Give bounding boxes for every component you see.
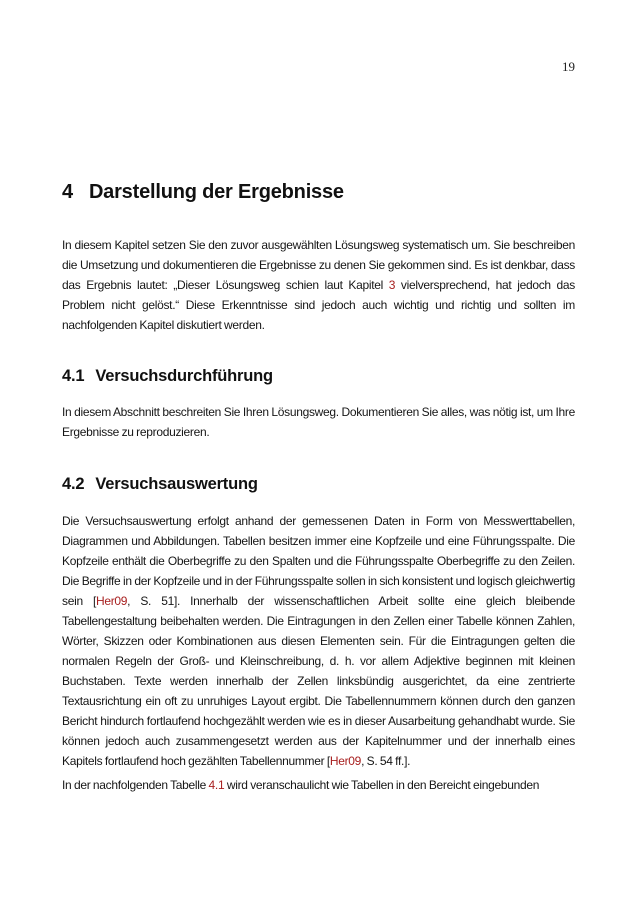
section-heading-4-1 [62, 367, 575, 386]
section-4-2-number: 4.2 [62, 475, 85, 493]
section-4-2-title: Versuchsauswertung [95, 475, 258, 493]
kapitel-3-ref-link[interactable]: 3 [388, 278, 396, 292]
citation-her09-link-2[interactable]: Her09 [329, 754, 362, 768]
tabelle-4-1-ref-link[interactable]: 4.1 [208, 778, 225, 792]
section-heading-4-2 [62, 475, 575, 494]
page-number: 19 [562, 59, 575, 74]
text-segment: , S. 54 ff.]. [361, 754, 411, 768]
paragraph-intro [62, 235, 575, 335]
paragraph-4-1 [62, 402, 575, 442]
chapter-title: Darstellung der Ergebnisse [88, 181, 344, 203]
text-segment: In diesem Kapitel setzen Sie den zuvor ausgewählten Lösungsweg systematisch um. Sie beschreiben die Umsetzung und dokumentieren die Ergebnisse zu denen Sie gekommen sind. Es ist denkbar, dass das Ergebnis lautet: „Dieser Lösungsweg schien laut Kapitel [62, 238, 575, 292]
citation-her09-link-1[interactable]: Her09 [95, 594, 128, 608]
text-segment: Die Versuchsauswertung erfolgt anhand der gemessenen Daten in Form von Messwerttabellen, Diagrammen und Abbildungen. Tabellen besitzen immer eine Kopfzeile und eine Führungsspalte. Die Kopfzeile enthält die Oberbegriffe zu den Spalten und die Führungsspalte Oberbegriffe zu den Zeilen. Die Begriffe in der Kopfzeile und in der Führungsspalte sollen in sich konsistent und logisch gleichwertig sein [ [62, 514, 575, 608]
text-segment: In der nachfolgenden Tabelle [62, 778, 209, 792]
chapter-heading [62, 0, 575, 204]
paragraph-tables-intro [62, 775, 575, 795]
section-4-1-number: 4.1 [62, 367, 85, 385]
paragraph-4-2 [62, 511, 575, 771]
text-segment: wird veranschaulicht wie Tabellen in den Bereicht eingebunden [224, 778, 540, 792]
section-4-1-title: Versuchsdurchführung [95, 367, 273, 385]
text-segment: vielversprechend, hat jedoch das Problem nicht gelöst.“ Diese Erkenntnisse sind jedoch auch wichtig und richtig und sollten im nachfolgenden Kapitel diskutiert werden. [62, 278, 575, 332]
chapter-number: 4 [62, 181, 73, 203]
text-segment: , S. 51]. Innerhalb der wissenschaftlichen Arbeit sollte eine gleich bleibende Tabellengestaltung beibehalten werden. Die Eintragungen in den Zellen einer Tabelle können Zahlen, Wörter, Skizzen oder Kombinationen aus diesen Elementen sein. Für die Eintragungen gelten die normalen Regeln der Groß- und Kleinschreibung, d. h. vor allem Adjektive beginnen mit kleinen Buchstaben. Texte werden innerhalb der Zellen linksbündig ausgerichtet, da eine zentrierte Textausrichtung ein oft zu unruhiges Layout ergibt. Die Tabellennummern können durch den ganzen Bericht hindurch fortlaufend hochgezählt werden wie es in dieser Ausarbeitung gehandhabt wurde. Sie können jedoch auch zusammengesetzt werden aus der Kapitelnummer und der innerhalb eines Kapitels fortlaufend hoch gezählten Tabellennummer [ [62, 594, 575, 768]
text-segment: In diesem Abschnitt beschreiten Sie Ihren Lösungsweg. Dokumentieren Sie alles, was nötig ist, um Ihre Ergebnisse zu reproduzieren. [62, 405, 575, 439]
